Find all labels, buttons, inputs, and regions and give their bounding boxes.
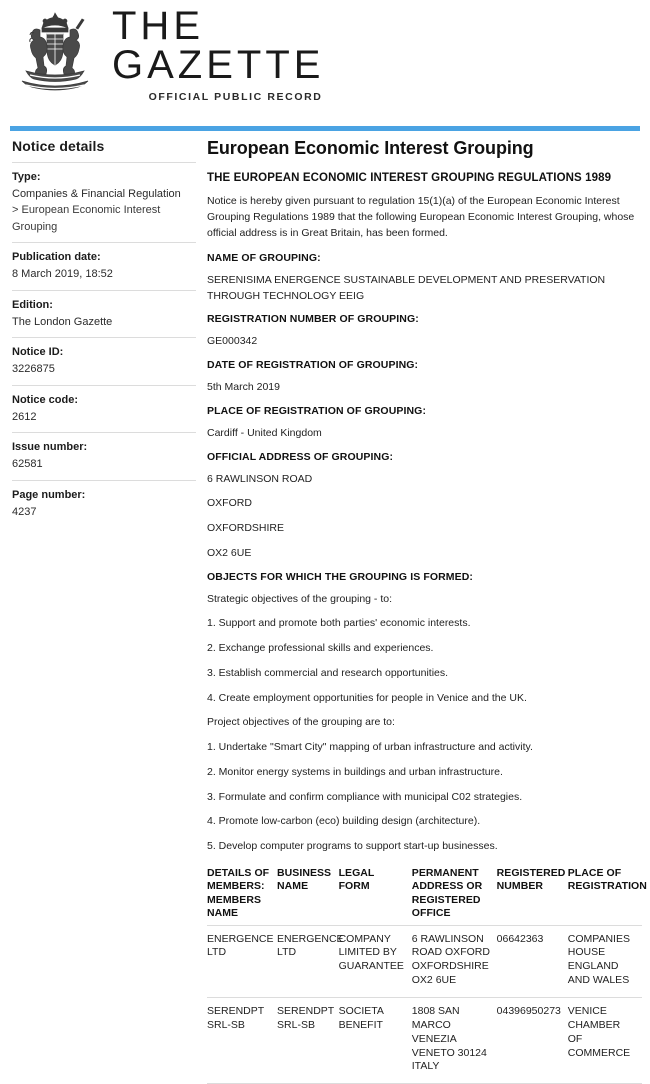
value-place-of-registration: Cardiff - United Kingdom — [207, 426, 322, 439]
address-line-2: OXFORD — [207, 497, 252, 510]
column-header-place-of-registration: PLACE OF REGISTRATION — [567, 866, 647, 893]
value-registration-number: GE000342 — [207, 335, 258, 348]
masthead — [0, 0, 650, 112]
meta-value: Companies & Financial Regulation — [12, 187, 181, 200]
strategic-objective-item: 1. Support and promote both parties' economic interests. — [207, 617, 471, 630]
column-header-registered-number: REGISTERED NUMBER — [496, 866, 566, 893]
page-title: European Economic Interest Grouping — [207, 138, 534, 158]
cell-place-of-registration: VENICE CHAMBER OF COMMERCE — [568, 998, 642, 1084]
label-name-of-grouping: NAME OF GROUPING: — [207, 251, 321, 264]
project-objective-item: 1. Undertake "Smart City" mapping of urban infrastructure and activity. — [207, 741, 533, 754]
meta-value: 2612 — [12, 410, 37, 423]
label-date-of-registration: DATE OF REGISTRATION OF GROUPING: — [207, 359, 419, 372]
column-header-permanent-address: PERMANENT ADDRESS OR REGISTERED OFFICE — [411, 866, 483, 920]
meta-label: Edition: — [12, 298, 53, 311]
meta-label: Publication date: — [12, 251, 101, 264]
gazette-wordmark — [112, 6, 324, 103]
meta-field-notice-code — [12, 385, 196, 432]
cell-legal-form: SOCIETA BENEFIT — [339, 998, 412, 1084]
table-row — [207, 925, 642, 997]
value-name-of-grouping: SERENISIMA ENERGENCE SUSTAINABLE DEVELOPMENT AND PRESERVATION THROUGH TECHNOLOGY EEIG — [207, 273, 606, 302]
table-header-row — [207, 867, 642, 925]
column-header-members-name: DETAILS OF MEMBERS: MEMBERS NAME — [207, 866, 270, 920]
table-row — [207, 998, 642, 1084]
royal-coat-of-arms-icon — [12, 8, 98, 100]
meta-label: Type: — [12, 171, 41, 183]
regulation-title: THE EUROPEAN ECONOMIC INTEREST GROUPING REGULATIONS 1989 — [207, 172, 612, 184]
wordmark-line-the: THE — [112, 4, 204, 48]
column-header-legal-form: LEGAL FORM — [338, 866, 375, 893]
label-place-of-registration: PLACE OF REGISTRATION OF GROUPING: — [207, 404, 427, 417]
accent-divider — [10, 126, 640, 131]
notice-intro-paragraph: Notice is hereby given pursuant to regulation 15(1)(a) of the European Economic Interest Grouping Regulations 1989 that the following European Economic Interest Grouping, whose official address is in Great Britain, has been formed. — [207, 195, 635, 239]
sidebar-heading: Notice details — [12, 138, 105, 154]
strategic-objectives-intro: Strategic objectives of the grouping - to: — [207, 592, 393, 605]
meta-label: Notice ID: — [12, 346, 64, 359]
wordmark-subtitle: OFFICIAL PUBLIC RECORD — [148, 90, 323, 103]
address-line-3: OXFORDSHIRE — [207, 522, 285, 535]
meta-value: 3226875 — [12, 363, 55, 376]
cell-permanent-address: 1808 SAN MARCO VENEZIA VENETO 30124 ITALY — [412, 998, 497, 1084]
value-date-of-registration: 5th March 2019 — [207, 381, 280, 394]
meta-value: The London Gazette — [12, 315, 113, 328]
project-objectives-intro: Project objectives of the grouping are to: — [207, 716, 395, 729]
project-objective-item: 5. Develop computer programs to support start-up businesses. — [207, 840, 498, 853]
project-objective-item: 4. Promote low-carbon (eco) building design (architecture). — [207, 815, 481, 828]
cell-legal-form: COMPANY LIMITED BY GUARANTEE — [339, 925, 412, 997]
cell-business-name: SERENDPT SRL-SB — [277, 998, 339, 1084]
address-line-4: OX2 6UE — [207, 546, 252, 559]
wordmark-line-gazette: GAZETTE — [112, 42, 325, 87]
notice-body — [196, 138, 650, 1084]
meta-value: 4237 — [12, 505, 37, 518]
cell-business-name: ENERGENCE LTD — [277, 925, 339, 997]
notice-details-sidebar — [0, 138, 196, 527]
address-line-1: 6 RAWLINSON ROAD — [207, 472, 313, 485]
cell-permanent-address: 6 RAWLINSON ROAD OXFORD OXFORDSHIRE OX2 6UE — [412, 925, 497, 997]
column-header-business-name: BUSINESS NAME — [277, 866, 332, 893]
cell-place-of-registration: COMPANIES HOUSE ENGLAND AND WALES — [568, 925, 642, 997]
project-objective-item: 2. Monitor energy systems in buildings and urban infrastructure. — [207, 765, 503, 778]
meta-field-notice-id — [12, 337, 196, 384]
meta-value: 62581 — [12, 458, 43, 471]
label-official-address: OFFICIAL ADDRESS OF GROUPING: — [207, 450, 394, 463]
label-objects-of-grouping: OBJECTS FOR WHICH THE GROUPING IS FORMED: — [207, 570, 474, 583]
cell-registered-number: 04396950273 — [497, 998, 568, 1084]
strategic-objective-item: 4. Create employment opportunities for people in Venice and the UK. — [207, 691, 527, 704]
cell-registered-number: 06642363 — [497, 925, 568, 997]
meta-field-page-number — [12, 480, 196, 527]
label-registration-number: REGISTRATION NUMBER OF GROUPING: — [207, 313, 419, 326]
meta-field-type — [12, 162, 196, 242]
meta-field-issue-number — [12, 432, 196, 479]
strategic-objective-item: 2. Exchange professional skills and experiences. — [207, 642, 434, 655]
strategic-objective-item: 3. Establish commercial and research opportunities. — [207, 666, 449, 679]
members-table — [207, 866, 647, 1084]
project-objective-item: 3. Formulate and confirm compliance with municipal C02 strategies. — [207, 790, 523, 803]
meta-field-edition — [12, 290, 196, 337]
meta-value: 8 March 2019, 18:52 — [12, 268, 113, 281]
cell-members-name: ENERGENCE LTD — [207, 925, 277, 997]
meta-value-subcategory-link[interactable]: > European Economic Interest Grouping — [12, 204, 161, 233]
cell-members-name: SERENDPT SRL-SB — [207, 998, 277, 1084]
meta-label: Issue number: — [12, 441, 88, 454]
content-columns — [0, 138, 650, 1084]
meta-field-publication-date — [12, 242, 196, 289]
meta-label: Page number: — [12, 488, 86, 501]
meta-label: Notice code: — [12, 393, 79, 406]
